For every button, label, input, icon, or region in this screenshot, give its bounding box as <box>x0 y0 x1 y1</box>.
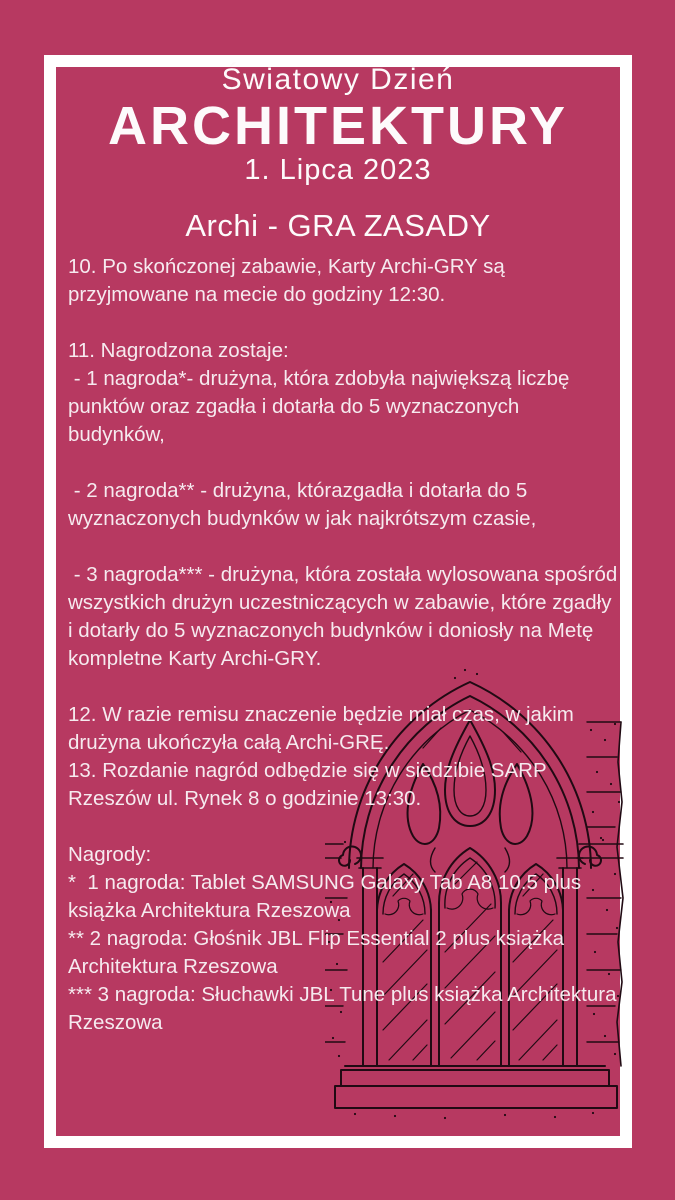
event-title: ARCHITEKTURY <box>108 96 568 156</box>
rule-paragraph: *** 3 nagroda: Słuchawki JBL Tune plus książka Architektura Rzeszowa <box>68 983 623 1034</box>
rule-paragraph: 13. Rozdanie nagród odbędzie się w siedzibie SARP Rzeszów ul. Rynek 8 o godzinie 13:30. <box>68 759 552 810</box>
poster-header <box>56 62 620 186</box>
rule-paragraph: - 1 nagroda*- drużyna, która zdobyła największą liczbę punktów oraz zgadła i dotarła do 5 wyznaczonych budynków, <box>68 367 576 446</box>
section-heading: Archi - GRA ZASADY <box>185 208 491 243</box>
rules-text <box>68 253 623 1037</box>
rule-paragraph: 10. Po skończonej zabawie, Karty Archi-GRY są przyjmowane na mecie do godziny 12:30. <box>68 255 511 306</box>
event-date: 1. Lipca 2023 <box>244 154 432 186</box>
window-sill <box>335 1066 617 1108</box>
event-kicker: Światowy Dzień <box>221 63 455 96</box>
rule-paragraph: 12. W razie remisu znaczenie będzie miał czas, w jakim drużyna ukończyła całą Archi-GRĘ. <box>68 703 580 754</box>
rule-paragraph: 11. Nagrodzona zostaje: <box>68 339 289 362</box>
rule-paragraph: * 1 nagroda: Tablet SAMSUNG Galaxy Tab A8 10.5 plus książka Architektura Rzeszowa <box>68 871 587 922</box>
rule-paragraph: - 3 nagroda*** - drużyna, która została wylosowana spośród wszystkich drużyn uczestniczących w zabawie, które zgadły i dotarły do 5 wyznaczonych budynków i doniosły na Metę kompletne Karty Archi-GRY. <box>68 563 623 670</box>
rule-paragraph: - 2 nagroda** - drużyna, którazgadła i dotarła do 5 wyznaczonych budynków w jak najkrótszym czasie, <box>68 479 537 530</box>
rule-paragraph: ** 2 nagroda: Głośnik JBL Flip Essential 2 plus książka Architektura Rzeszowa <box>68 927 569 978</box>
rule-paragraph: Nagrody: <box>68 843 152 866</box>
